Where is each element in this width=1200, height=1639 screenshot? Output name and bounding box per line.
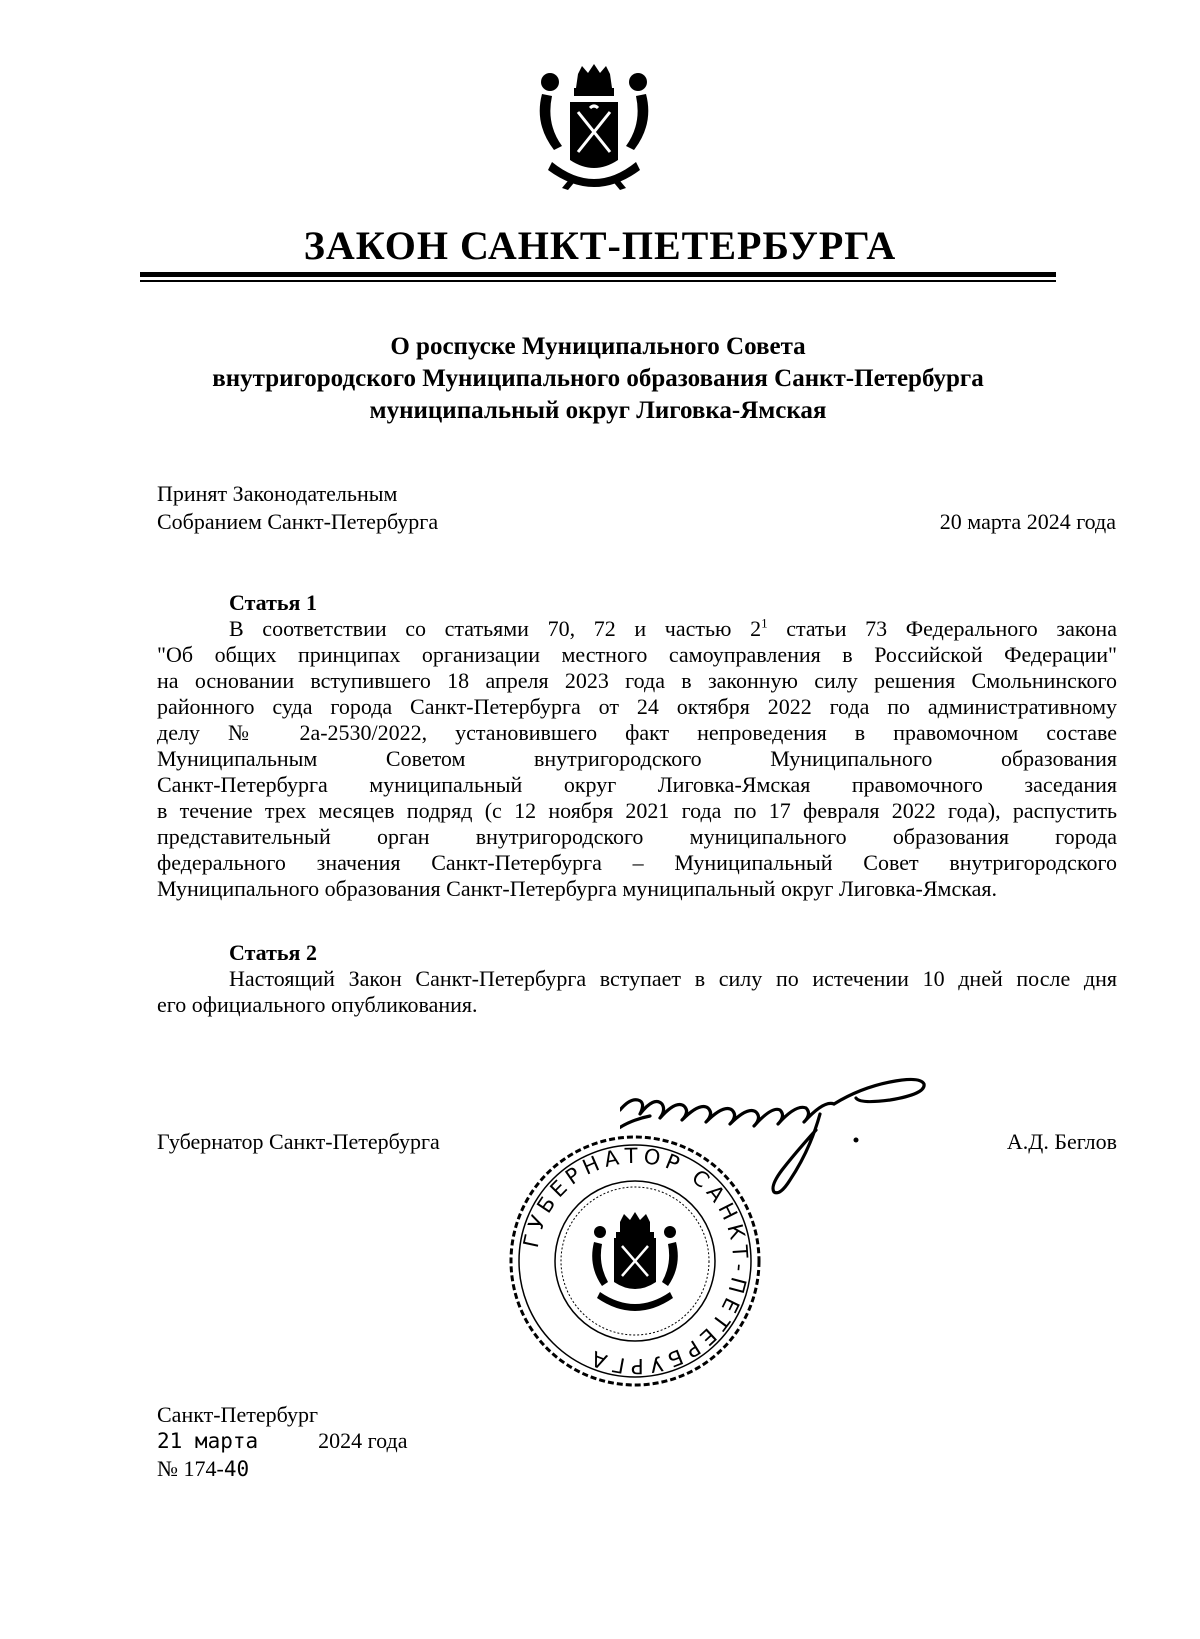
superscript: 1	[761, 615, 768, 631]
text-run: статьи 73 Федерального закона	[767, 616, 1117, 641]
article-1-line: делу № 2а-2530/2022, установившего факт непроведения в правомочном составе	[157, 720, 1117, 745]
law-subject	[140, 331, 1056, 427]
subject-line: внутригородского Муниципального образования Санкт-Петербурга	[212, 365, 984, 392]
article-1-line: представительный орган внутригородского муниципального образования города	[157, 824, 1117, 849]
title-rule-thick	[140, 272, 1056, 277]
signature-icon	[620, 1070, 970, 1210]
article-2-line: Настоящий Закон Санкт-Петербурга вступает в силу по истечении 10 дней после дня	[229, 966, 1117, 991]
article-1-line: Муниципального образования Санкт-Петербурга муниципальный округ Лиговка-Ямская.	[157, 876, 997, 901]
article-2-line: его официального опубликования.	[157, 992, 478, 1017]
subject-line: муниципальный округ Лиговка-Ямская	[369, 397, 827, 424]
article-1-line: в течение трех месяцев подряд (с 12 ноября 2021 года по 17 февраля 2022 года), распустить	[157, 798, 1117, 823]
law-number-value: 40	[223, 1457, 250, 1481]
text-run: В соответствии со статьями 70, 72 и частью 2	[229, 616, 762, 641]
article-2-text	[157, 966, 1117, 1018]
law-number	[157, 1456, 249, 1482]
governor-position: Губернатор Санкт-Петербурга	[157, 1129, 440, 1154]
article-1-line: федерального значения Санкт-Петербурга – Муниципальный Совет внутригородского	[157, 850, 1117, 875]
signing-day-month: 21 марта	[157, 1429, 259, 1453]
article-1-line: "Об общих принципах организации местного самоуправления в Российской Федерации"	[157, 642, 1117, 667]
document-title: ЗАКОН САНКТ-ПЕТЕРБУРГА	[303, 223, 897, 268]
subject-line: О роспуске Муниципального Совета	[390, 333, 806, 360]
adoption-line: Собранием Санкт-Петербурга	[157, 509, 439, 534]
seal-text: ГУБЕРНАТОР САНКТ-ПЕТЕРБУРГА	[518, 1143, 753, 1379]
article-2-title: Статья 2	[229, 940, 317, 965]
article-1-title: Статья 1	[229, 590, 317, 615]
governor-name: А.Д. Беглов	[1006, 1129, 1117, 1154]
adoption-line: Принят Законодательным	[157, 481, 398, 506]
article-1-line: Муниципальным Советом внутригородского Муниципального образования	[157, 746, 1117, 771]
article-1-line: на основании вступившего 18 апреля 2023 года в законную силу решения Смольнинского	[157, 668, 1117, 693]
law-number-prefix: № 174-	[157, 1456, 224, 1481]
coat-of-arms-icon	[532, 64, 656, 202]
article-1-line: районного суда города Санкт-Петербурга от 24 октября 2022 года по административному	[157, 694, 1117, 719]
signing-date	[157, 1428, 407, 1454]
signing-year: 2024 года	[318, 1428, 408, 1453]
title-rule-thin	[140, 280, 1056, 282]
adoption-body	[157, 480, 438, 536]
article-1-text	[157, 616, 1117, 902]
adoption-date: 20 марта 2024 года	[939, 509, 1116, 534]
article-1-line	[157, 616, 1117, 642]
signing-place: Санкт-Петербург	[157, 1402, 318, 1427]
article-1-line: Санкт-Петербурга муниципальный округ Лиговка-Ямская правомочного заседания	[157, 772, 1117, 797]
